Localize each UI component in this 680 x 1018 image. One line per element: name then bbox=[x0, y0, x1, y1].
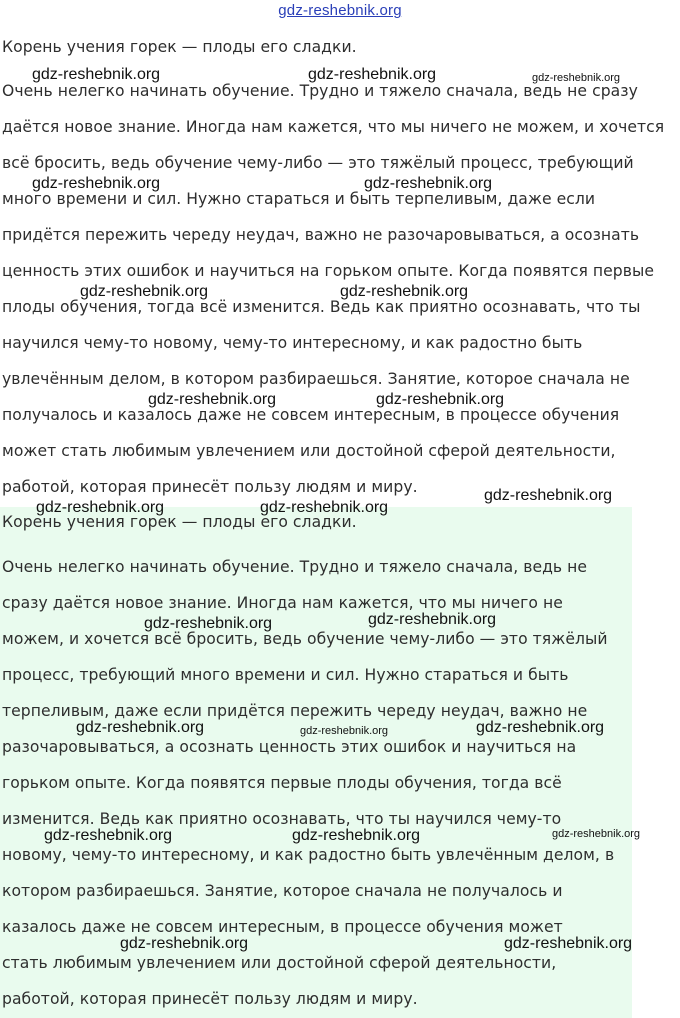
text-line: много времени и сил. Нужно стараться и быть терпеливым, даже если bbox=[2, 190, 596, 208]
watermark: gdz-reshebnik.org bbox=[552, 828, 641, 840]
watermark: gdz-reshebnik.org bbox=[148, 391, 277, 408]
watermark: gdz-reshebnik.org bbox=[504, 935, 633, 952]
watermark: gdz-reshebnik.org bbox=[532, 72, 621, 84]
text-line: Очень нелегко начинать обучение. Трудно и тяжело сначала, ведь не bbox=[2, 558, 588, 576]
watermark: gdz-reshebnik.org bbox=[340, 283, 469, 300]
text-line: научился чему-то новому, чему-то интересному, и как радостно быть bbox=[2, 334, 583, 352]
watermark: gdz-reshebnik.org bbox=[32, 175, 161, 192]
watermark: gdz-reshebnik.org bbox=[120, 935, 249, 952]
text-line: терпеливым, даже если придётся пережить череду неудач, важно не bbox=[2, 702, 588, 720]
text-line: ценность этих ошибок и научиться на горьком опыте. Когда появятся первые bbox=[2, 262, 654, 280]
text-line: придётся пережить череду неудач, важно не разочаровываться, а осознать bbox=[2, 226, 640, 244]
watermark: gdz-reshebnik.org bbox=[32, 66, 161, 83]
watermark: gdz-reshebnik.org bbox=[476, 719, 605, 736]
text-line: новому, чему-то интересному, и как радостно быть увлечённым делом, в bbox=[2, 846, 615, 864]
watermark: gdz-reshebnik.org bbox=[368, 611, 497, 628]
text-line: котором разбираешься. Занятие, которое сначала не получалось и bbox=[2, 882, 563, 900]
watermark: gdz-reshebnik.org bbox=[80, 283, 209, 300]
text-line: изменится. Ведь как приятно осознавать, что ты научился чему-то bbox=[2, 810, 562, 828]
watermark: gdz-reshebnik.org bbox=[36, 499, 165, 516]
text-line: плоды обучения, тогда всё изменится. Ведь как приятно осознавать, что ты bbox=[2, 298, 641, 316]
text-line: стать любимым увлечением или достойной сферой деятельности, bbox=[2, 954, 557, 972]
text-line: казалось даже не совсем интересным, в процессе обучения может bbox=[2, 918, 563, 936]
header-watermark-link[interactable]: gdz-reshebnik.org bbox=[278, 2, 402, 19]
watermark: gdz-reshebnik.org bbox=[376, 391, 505, 408]
text-line: получалось и казалось даже не совсем интересным, в процессе обучения bbox=[2, 406, 620, 424]
text-line: даётся новое знание. Иногда нам кажется, что мы ничего не можем, и хочется bbox=[2, 118, 665, 136]
text-line: увлечённым делом, в котором разбираешься. Занятие, которое сначала не bbox=[2, 370, 630, 388]
watermark: gdz-reshebnik.org bbox=[260, 499, 389, 516]
text-line: Очень нелегко начинать обучение. Трудно и тяжело сначала, ведь не сразу bbox=[2, 82, 638, 100]
text-line: всё бросить, ведь обучение чему-либо — это тяжёлый процесс, требующий bbox=[2, 154, 634, 172]
watermark: gdz-reshebnik.org bbox=[44, 827, 173, 844]
text-line: можем, и хочется всё бросить, ведь обучение чему-либо — это тяжёлый bbox=[2, 630, 608, 648]
text-line: работой, которая принесёт пользу людям и миру. bbox=[2, 478, 418, 496]
text-line: может стать любимым увлечением или достойной сферой деятельности, bbox=[2, 442, 616, 460]
text-line: процесс, требующий много времени и сил. Нужно стараться и быть bbox=[2, 666, 569, 684]
text-line: горьком опыте. Когда появятся первые плоды обучения, тогда всё bbox=[2, 774, 562, 792]
text-line: разочаровываться, а осознать ценность этих ошибок и научиться на bbox=[2, 738, 577, 756]
watermark: gdz-reshebnik.org bbox=[364, 175, 493, 192]
text-block-original bbox=[0, 30, 680, 508]
text-line: работой, которая принесёт пользу людям и миру. bbox=[2, 990, 418, 1008]
watermark: gdz-reshebnik.org bbox=[76, 719, 205, 736]
text-line: Корень учения горек — плоды его сладки. bbox=[2, 513, 357, 531]
watermark: gdz-reshebnik.org bbox=[144, 615, 273, 632]
text-line: сразу даётся новое знание. Иногда нам кажется, что мы ничего не bbox=[2, 594, 563, 612]
watermark: gdz-reshebnik.org bbox=[292, 827, 421, 844]
watermark: gdz-reshebnik.org bbox=[308, 66, 437, 83]
watermark: gdz-reshebnik.org bbox=[300, 725, 389, 737]
text-line: Корень учения горек — плоды его сладки. bbox=[2, 38, 357, 56]
watermark: gdz-reshebnik.org bbox=[484, 487, 613, 504]
